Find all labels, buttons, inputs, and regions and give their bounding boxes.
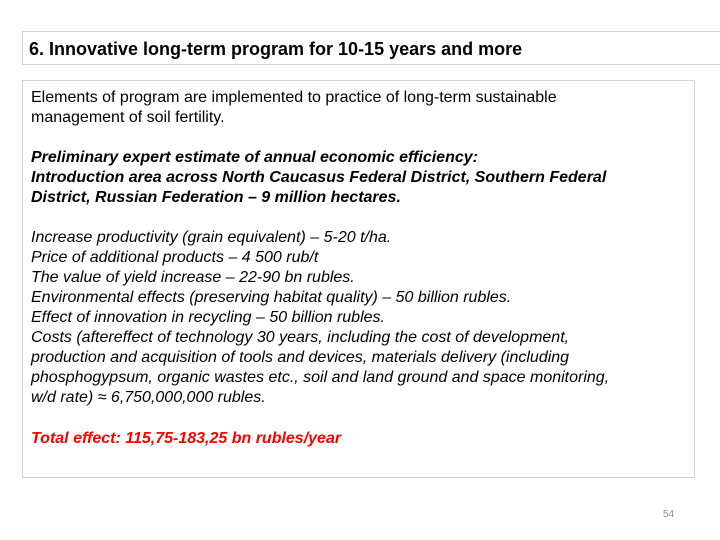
title-box xyxy=(22,31,720,65)
content-body xyxy=(31,88,691,449)
intro-paragraph: Elements of program are implemented to practice of long-term sustainable management of soil fertility. xyxy=(31,89,557,126)
total-effect: Total effect: 115,75-183,25 bn rubles/year xyxy=(31,430,342,447)
slide-title: 6. Innovative long-term program for 10-15 years and more xyxy=(29,39,523,59)
estimate-paragraph: Preliminary expert estimate of annual economic efficiency: Introduction area across North Caucasus Federal District, Southern Federal District, Russian Federation – 9 million hectares. xyxy=(31,149,607,206)
page-number: 54 xyxy=(663,509,675,520)
content-box xyxy=(22,80,695,478)
details-paragraph: Increase productivity (grain equivalent) – 5-20 t/ha. Price of additional products – 4 500 rub/t The value of yield increase – 22-90 bn rubles. Environmental effects (preserving habitat quality) – 50 billion rubles. Effect of innovation in recycling – 50 billion rubles. Costs (aftereffect of technology 30 years, including the cost of development, production and acquisition of tools and devices, materials delivery (including phosphogypsum, organic wastes etc., soil and land ground and space monitoring, w/d rate) ≈ 6,750,000,000 rubles. xyxy=(31,229,610,406)
